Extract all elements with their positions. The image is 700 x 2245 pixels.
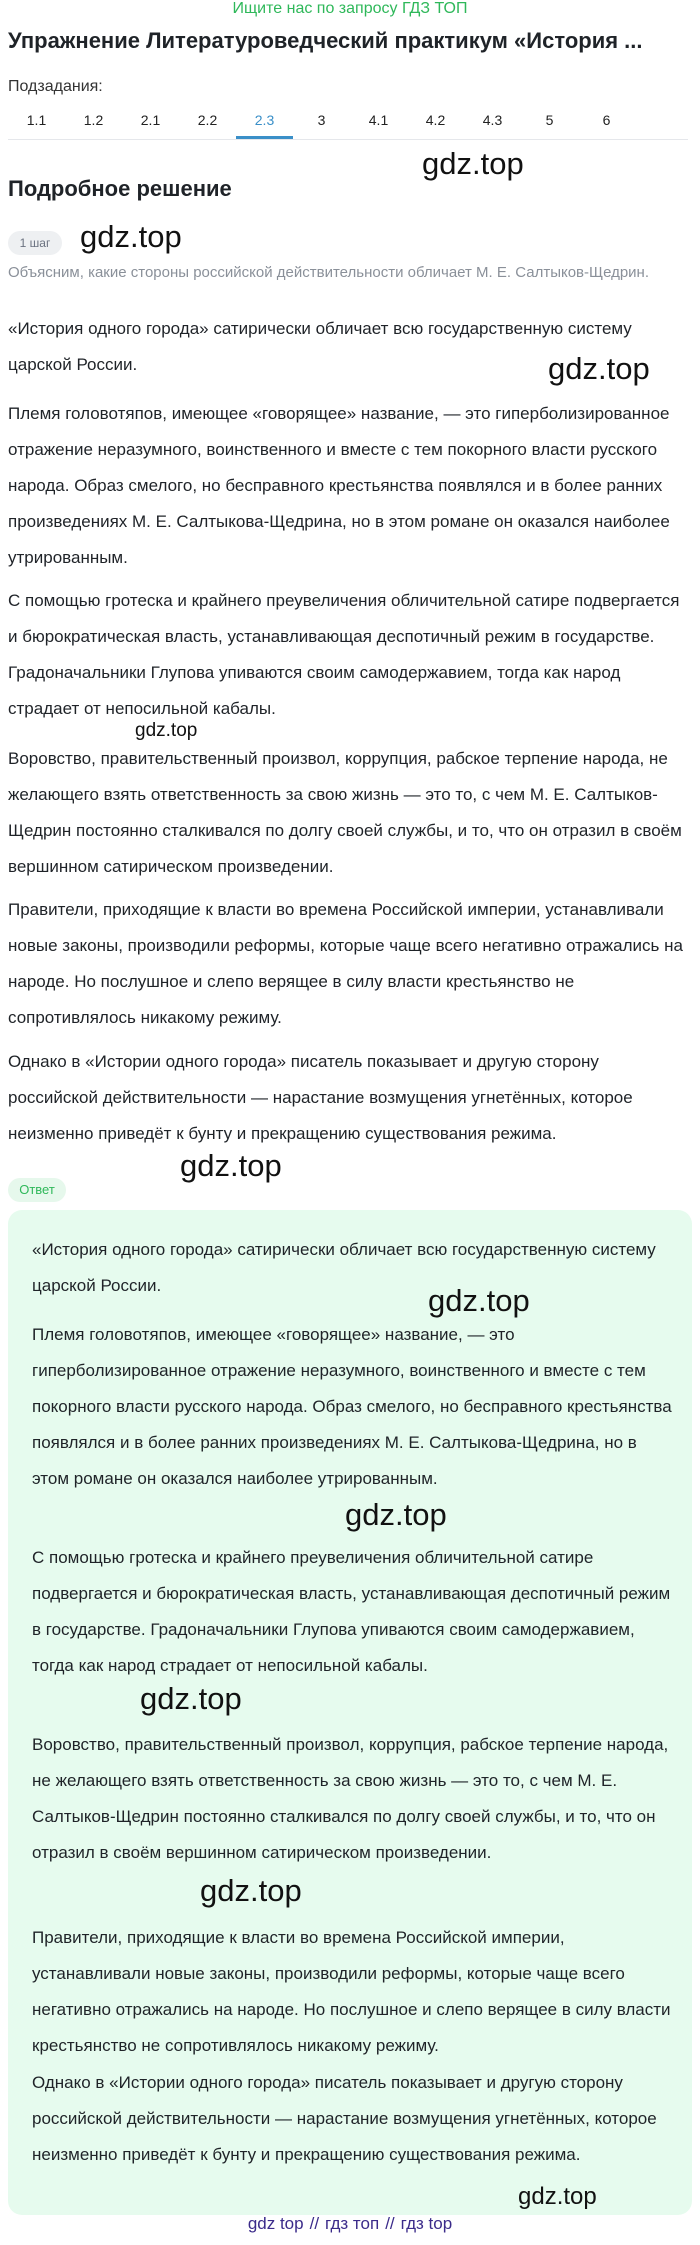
footer-link[interactable]: gdz top [247,2214,304,2233]
answer-badge: Ответ [8,1178,66,1202]
footer-links [0,2214,700,2234]
tab-subtask-5[interactable]: 5 [545,112,554,128]
footer-link[interactable]: гдз топ [325,2214,380,2233]
tab-subtask-2-3[interactable]: 2.3 [236,106,293,139]
solution-paragraph: «История одного города» сатирически обличает всю государственную систему царской России. [8,319,632,374]
watermark: gdz.top [422,146,524,181]
tab-subtask-2-2[interactable]: 2.2 [197,112,218,128]
solution-paragraph: Однако в «Истории одного города» писатель показывает и другую сторону российской действительности — нарастание возмущения угнетённых, которое неизменно приведёт к бунту и прекращению существования режима. [8,1052,633,1143]
footer-separator: // [385,2214,395,2233]
solution-paragraph: Правители, приходящие к власти во времена Российской империи, устанавливали новые законы, производили реформы, которые чаще всего негативно отражались на народе. Но послушное и слепо верящее в силу власти крестьянство не сопротивлялось никакому режиму. [8,900,683,1027]
watermark: gdz.top [548,351,650,386]
watermark: gdz.top [428,1283,530,1318]
tab-subtask-2-1[interactable]: 2.1 [140,112,161,128]
answer-paragraph: Воровство, правительственный произвол, коррупция, рабское терпение народа, не желающего взять ответственность за свою жизнь — это то, с чем М. Е. Салтыков-Щедрин постоянно сталкивался по долгу своей службы, и то, что он отразил в своём вершинном сатирическом произведении. [32,1735,669,1862]
answer-paragraph: Однако в «Истории одного города» писатель показывает и другую сторону российской действительности — нарастание возмущения угнетённых, которое неизменно приведёт к бунту и прекращению существования режима. [32,2073,657,2164]
watermark: gdz.top [345,1497,447,1532]
footer-link[interactable]: гдз top [400,2214,453,2233]
tab-subtask-3[interactable]: 3 [317,112,326,128]
tab-subtask-6[interactable]: 6 [602,112,611,128]
answer-paragraph: С помощью гротеска и крайнего преувеличения обличительной сатире подвергается и бюрократическая власть, устанавливающая деспотичный режим в государстве. Градоначальники Глупова упиваются своим самодержавием, тогда как народ страдает от непосильной кабалы. [32,1548,671,1675]
answer-paragraph: «История одного города» сатирически обличает всю государственную систему царской России. [32,1240,656,1295]
watermark: gdz.top [180,1148,282,1183]
solution-paragraph: Воровство, правительственный произвол, коррупция, рабское терпение народа, не желающего взять ответственность за свою жизнь — это то, с чем М. Е. Салтыков-Щедрин постоянно сталкивался по долгу своей службы, и то, что он отразил в своём вершинном сатирическом произведении. [8,749,682,876]
tab-subtask-4-1[interactable]: 4.1 [368,112,389,128]
tab-subtask-4-3[interactable]: 4.3 [482,112,503,128]
watermark: gdz.top [135,720,198,741]
step-badge: 1 шаг [8,231,62,255]
watermark: gdz.top [140,1681,242,1716]
search-banner[interactable]: Ищите нас по запросу ГДЗ ТОП [232,0,468,17]
section-title: Подробное решение [8,176,232,201]
answer-paragraph: Правители, приходящие к власти во времена Российской империи, устанавливали новые законы, производили реформы, которые чаще всего негативно отражались на народе. Но послушное и слепо верящее в силу власти крестьянство не сопротивлялось никакому режиму. [32,1928,671,2055]
solution-paragraph: Племя головотяпов, имеющее «говорящее» название, — это гиперболизированное отражение неразумного, воинственного и вместе с тем покорного власти русского народа. Образ смелого, но бесправного крестьянства появлялся и в более ранних произведениях М. Е. Салтыкова-Щедрина, но в этом романе он оказался наиболее утрированным. [8,404,670,567]
subtasks-label: Подзадания: [8,78,103,95]
answer-paragraph: Племя головотяпов, имеющее «говорящее» название, — это гиперболизированное отражение неразумного, воинственного и вместе с тем покорного власти русского народа. Образ смелого, но бесправного крестьянства появлялся и в более ранних произведениях М. Е. Салтыкова-Щедрина, но в этом романе он оказался наиболее утрированным. [32,1325,672,1488]
watermark: gdz.top [518,2183,597,2210]
page-title: Упражнение Литературоведческий практикум «История ... [8,28,643,53]
step-hint: Объясним, какие стороны российской действительности обличает М. Е. Салтыков-Щедрин. [8,264,650,281]
watermark: gdz.top [80,219,182,254]
subtasks-tabs [8,106,688,140]
tab-subtask-1-1[interactable]: 1.1 [26,112,47,128]
watermark: gdz.top [200,1873,302,1908]
tab-subtask-4-2[interactable]: 4.2 [425,112,446,128]
footer-separator: // [309,2214,320,2233]
tab-subtask-1-2[interactable]: 1.2 [83,112,104,128]
solution-paragraph: С помощью гротеска и крайнего преувеличения обличительной сатире подвергается и бюрократическая власть, устанавливающая деспотичный режим в государстве. Градоначальники Глупова упиваются своим самодержавием, тогда как народ страдает от непосильной кабалы. [8,591,680,718]
